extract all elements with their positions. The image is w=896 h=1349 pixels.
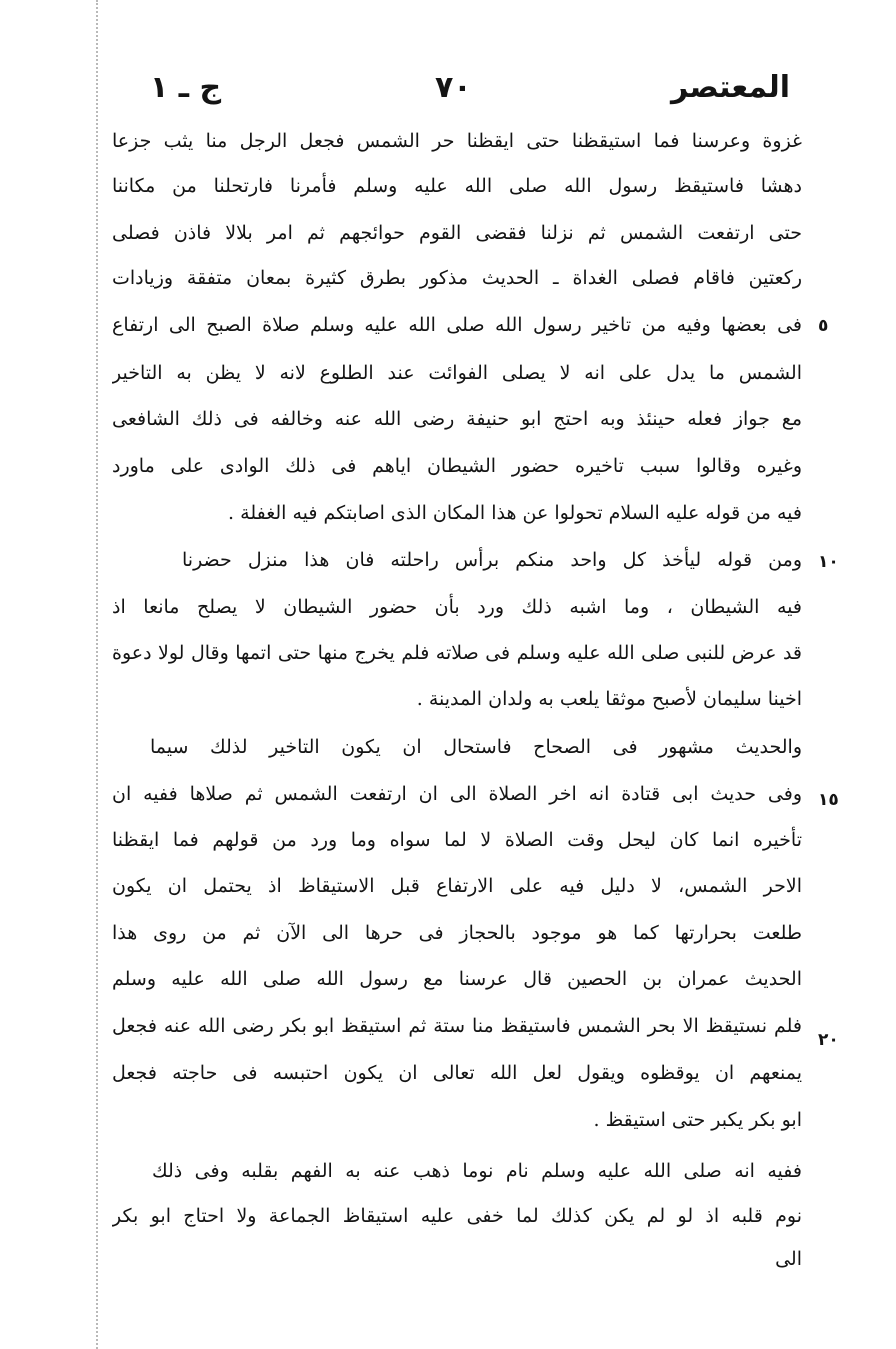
text-line: اخينا سليمان لأصبح موثقا يلعب به ولدان المدينة .: [416, 688, 802, 710]
scan-fold-edge: [96, 0, 98, 1349]
text-line: فى بعضها وفيه من تاخير رسول الله صلى الله عليه وسلم صلاة الصبح الى ارتفاع: [112, 314, 802, 336]
page-header: [150, 70, 790, 130]
text-line: طلعت بحرارتها كما هو موجود بالحجاز فى حرها الى الآن ثم من روى هذا: [112, 922, 802, 944]
text-line: الى: [775, 1248, 802, 1270]
text-line: يمنعهم ان يوقظوه ويقول لعل الله تعالى ان يكون احتبسه فى حاجته فجعل: [112, 1062, 802, 1084]
text-line: ركعتين فاقام فصلى الغداة ـ الحديث مذكور بطرق كثيرة بمعان متفقة وزيادات: [112, 267, 802, 289]
text-line: الشمس ما يدل على انه لا يصلى الفوائت عند الطلوع لانه لا يظن به التاخير: [112, 362, 802, 384]
text-line: غزوة وعرسنا فما استيقظنا حتى ايقظنا حر الشمس فجعل الرجل منا يثب جزعا: [112, 130, 802, 152]
text-line: الحديث عمران بن الحصين قال عرسنا مع رسول الله صلى الله عليه وسلم: [112, 968, 802, 990]
volume-number: ج ـ ١: [150, 70, 222, 105]
text-line: وغيره وقالوا سبب تاخيره حضور الشيطان اياهم فى ذلك الوادى على ماورد: [112, 455, 802, 477]
text-line: وفى حديث ابى قتادة انه اخر الصلاة الى ان ارتفعت الشمس ثم صلاها ففيه ان: [112, 783, 802, 805]
text-line: ومن قوله ليأخذ كل واحد منكم برأس راحلته فان هذا منزل حضرنا: [182, 549, 802, 571]
text-line: دهشا فاستيقظ رسول الله صلى الله عليه وسلم فأمرنا فارتحلنا من مكاننا: [112, 175, 802, 197]
margin-line-number: ٢٠: [818, 1030, 839, 1050]
text-line: نوم قلبه اذ لو لم يكن كذلك لما خفى عليه استيقاظ الجماعة ولا احتاج ابو بكر: [112, 1205, 802, 1227]
text-line: الاحر الشمس، لا دليل فيه على الارتفاع قبل الاستيقاظ اذ يحتمل ان يكون: [112, 875, 802, 897]
text-line: مع جواز فعله حينئذ وبه احتج ابو حنيفة رضى الله عنه وخالفه فى ذلك الشافعى: [112, 408, 802, 430]
margin-line-number: ١٠: [818, 552, 839, 572]
margin-line-number: ٥: [818, 316, 829, 336]
text-line: فيه الشيطان ، وما اشبه ذلك ورد بأن حضور الشيطان لا يصلح مانعا اذ: [112, 596, 802, 618]
text-line: فيه من قوله عليه السلام تحولوا عن هذا المكان الذى اصابتكم فيه الغفلة .: [228, 502, 802, 524]
running-title: المعتصر: [670, 70, 790, 105]
margin-line-number: ١٥: [818, 790, 839, 810]
text-line: حتى ارتفعت الشمس ثم نزلنا فقضى القوم حوائجهم ثم امر بلالا فاذن فصلى: [112, 222, 802, 244]
text-line: تأخيره انما كان ليحل وقت الصلاة لا لما سواه وما ورد من قولهم فما ايقظنا: [112, 829, 802, 851]
text-line: فلم نستيقظ الا بحر الشمس فاستيقظ منا ستة ثم استيقظ ابو بكر رضى الله عنه فجعل: [112, 1015, 802, 1037]
text-line: ففيه انه صلى الله عليه وسلم نام نوما ذهب عنه به الفهم بقلبه وفى ذلك: [152, 1160, 802, 1182]
text-line: والحديث مشهور فى الصحاح فاستحال ان يكون التاخير لذلك سيما: [150, 736, 802, 758]
page-number: ٧٠: [435, 70, 472, 105]
text-line: ابو بكر يكبر حتى استيقظ .: [593, 1109, 802, 1131]
text-line: قد عرض للنبى صلى الله عليه وسلم فى صلاته فلم يخرج منها حتى اتمها وقال لولا دعوة: [112, 642, 802, 664]
